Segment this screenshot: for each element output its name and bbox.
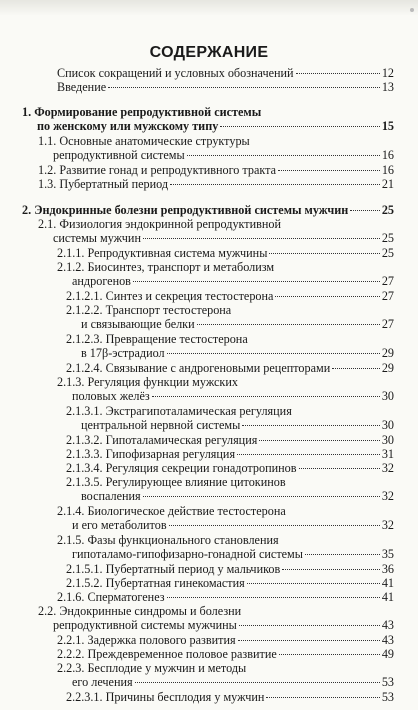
toc-entry-label: и его метаболитов (72, 518, 167, 533)
dot-leader (350, 210, 380, 211)
toc-page-number: 31 (381, 447, 394, 461)
toc-entry-label: 2.1.3.5. Регулирующее влияние цитокинов (66, 475, 286, 489)
dot-leader (238, 640, 380, 641)
dot-leader (266, 697, 379, 698)
toc-entry-label: 2.1.5.1. Пубертатный период у мальчиков (66, 562, 281, 576)
dot-leader (237, 454, 380, 455)
toc-page-number: 32 (381, 518, 394, 533)
toc-page-number: 30 (381, 389, 394, 404)
dot-leader (332, 368, 380, 369)
toc-page-number: 32 (381, 461, 394, 475)
toc-page-number: 53 (381, 690, 394, 704)
toc-entry-label: андрогенов (72, 274, 131, 289)
toc-entry-label: Список сокращений и условных обозначений (57, 66, 294, 80)
toc-entry-label: 1.1. Основные анатомические структуры (38, 134, 250, 148)
toc-page-number: 32 (381, 489, 394, 504)
toc-page-number: 35 (381, 547, 394, 562)
dot-leader (220, 126, 379, 127)
dot-leader (275, 296, 379, 297)
dot-leader (305, 554, 380, 555)
page-title: СОДЕРЖАНИЕ (149, 44, 269, 61)
toc-page-number: 53 (381, 675, 394, 690)
toc-page-number: 12 (381, 66, 394, 80)
toc-page-number: 25 (381, 246, 394, 260)
toc-entry-label: 2.1.5.2. Пубертатная гинекомастия (66, 576, 245, 590)
dot-leader (247, 583, 380, 584)
toc-entry-label: центральной нервной системы (81, 418, 241, 433)
toc-entry-label: 2.1.3.2. Гипоталамическая регуляция (66, 433, 258, 447)
dot-leader (167, 353, 380, 354)
dot-leader (133, 281, 380, 282)
toc-entry-label: 2.1.3.1. Экстрагипоталамическая регуляция (66, 404, 292, 418)
toc-entry-label: 2.2.3.1. Причины бесплодия у мужчин (66, 690, 265, 704)
toc-page-number: 41 (381, 576, 394, 590)
toc-page-number: 16 (381, 163, 394, 177)
toc-page-number: 27 (381, 274, 394, 289)
toc-page-number: 49 (381, 647, 394, 661)
toc-entry-label: половых желёз (72, 389, 150, 404)
toc-entry-label: воспаления (81, 489, 141, 504)
dot-leader (239, 625, 380, 626)
toc-page-number: 16 (381, 148, 394, 163)
toc-entry-label: 2.2.2. Преждевременное половое развитие (57, 647, 277, 661)
dot-leader (197, 324, 380, 325)
toc-entry-label: по женскому или мужскому типу (37, 119, 219, 134)
toc-entry-label: системы мужчин (53, 231, 141, 246)
dot-leader (169, 525, 380, 526)
dot-leader (279, 654, 380, 655)
toc-entry-label: 1. Формирование репродуктивной системы (22, 105, 262, 119)
dot-leader (299, 468, 380, 469)
toc-page-number: 27 (381, 317, 394, 332)
toc-entry-label: 2.2.1. Задержка полового развития (57, 633, 236, 647)
toc-entry-label: 2.1.6. Сперматогенез (57, 590, 165, 604)
toc-entry-label: 2.1.3. Регуляция функции мужских (57, 375, 238, 389)
toc-entry-label: 2.1. Физиология эндокринной репродуктивной (38, 217, 282, 231)
dot-leader (259, 440, 379, 441)
dot-leader (143, 238, 380, 239)
toc-page-number: 25 (381, 231, 394, 246)
toc-entry-label: 2.1.2. Биосинтез, транспорт и метаболизм (57, 260, 275, 274)
toc-entry-label: 2.2. Эндокринные синдромы и болезни (38, 604, 242, 618)
toc-page-number: 29 (381, 361, 394, 375)
dot-leader (242, 425, 380, 426)
toc-entry-label: 2.1.2.4. Связывание с андрогеновыми рецепторами (66, 361, 331, 375)
dot-leader (282, 569, 380, 570)
toc-entry-label: 1.3. Пубертатный период (38, 177, 169, 191)
toc-entry-label: и связывающие белки (81, 317, 195, 332)
dot-leader (135, 682, 380, 683)
dot-leader (278, 170, 380, 171)
toc-page-number: 29 (381, 346, 394, 361)
page-top-edge (0, 0, 418, 16)
dot-leader (269, 253, 379, 254)
toc-entry-label: 2.1.1. Репродуктивная система мужчины (57, 246, 268, 260)
toc-page-number: 30 (381, 433, 394, 447)
toc-page-number: 36 (381, 562, 394, 576)
toc-entry-label: в 17β-эстрадиол (81, 346, 165, 361)
dot-leader (170, 184, 380, 185)
toc-entry-label: 1.2. Развитие гонад и репродуктивного тракта (38, 163, 277, 177)
toc-entry-label: 2.2.3. Бесплодие у мужчин и методы (57, 661, 247, 675)
toc-entry-label: 2.1.2.2. Транспорт тестостерона (66, 303, 232, 317)
toc-page-number: 43 (381, 618, 394, 633)
dot-leader (108, 87, 380, 88)
toc-page-number: 30 (381, 418, 394, 433)
toc-page-number: 15 (381, 119, 394, 134)
toc-page-number: 41 (381, 590, 394, 604)
toc-entry-label: гипоталамо-гипофизарно-гонадной системы (72, 547, 303, 562)
toc-entry-label: 2.1.4. Биологическое действие тестостерона (57, 504, 286, 518)
dot-leader (296, 73, 380, 74)
toc-entry-label: репродуктивной системы мужчины (53, 618, 237, 633)
toc-entry-label: Введение (57, 80, 107, 94)
toc-page-number: 27 (381, 289, 394, 303)
toc-entry-label: 2.1.2.3. Превращение тестостерона (66, 332, 248, 346)
toc-entry-label: 2. Эндокринные болезни репродуктивной системы мужчин (22, 203, 349, 217)
toc-page-number: 25 (381, 203, 394, 217)
toc-page-number: 43 (381, 633, 394, 647)
toc-entry-label: 2.1.3.4. Регуляция секреции гонадотропинов (66, 461, 297, 475)
dot-leader (167, 597, 380, 598)
dot-leader (152, 396, 380, 397)
toc-page-number: 21 (381, 177, 394, 191)
toc-entry-label: 2.1.5. Фазы функционального становления (57, 533, 279, 547)
page-corner-mark (410, 8, 414, 12)
toc-entry-label: 2.1.3.3. Гипофизарная регуляция (66, 447, 236, 461)
toc-entry-label: его лечения (72, 675, 133, 690)
dot-leader (143, 496, 380, 497)
dot-leader (187, 155, 380, 156)
toc-page-number: 13 (381, 80, 394, 94)
toc-entry-label: 2.1.2.1. Синтез и секреция тестостерона (66, 289, 274, 303)
toc-entry-label: репродуктивной системы (53, 148, 185, 163)
